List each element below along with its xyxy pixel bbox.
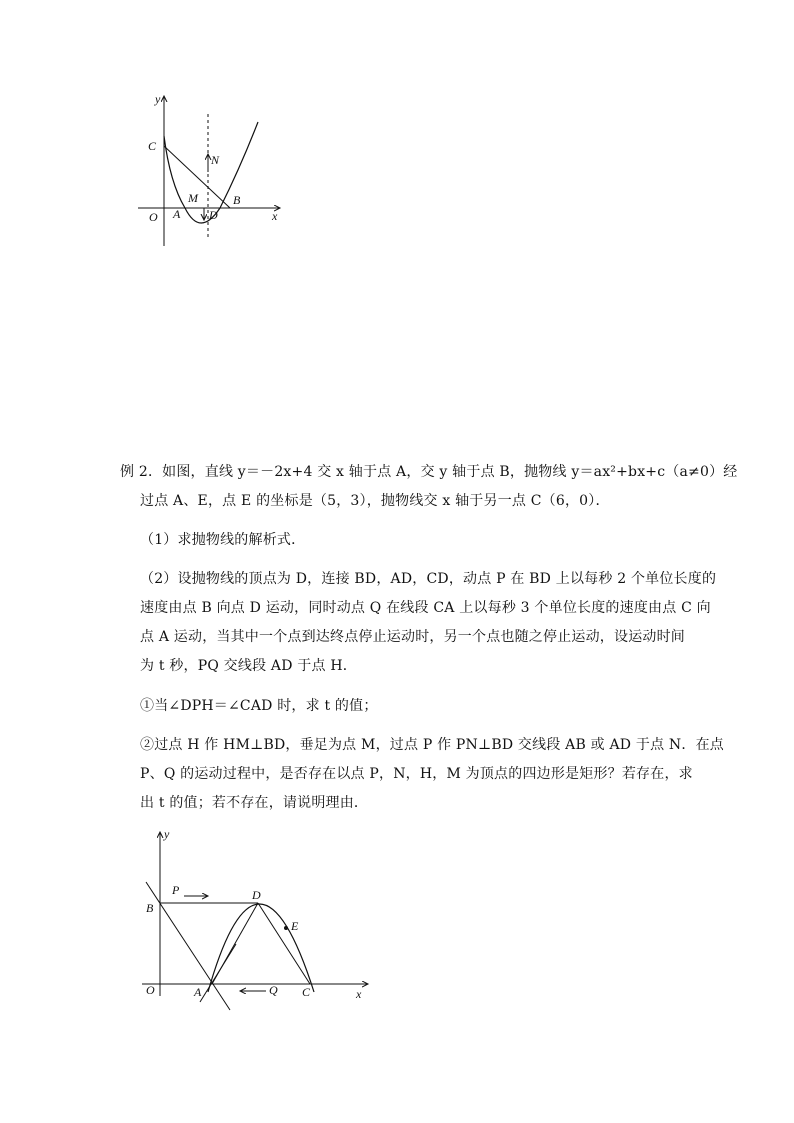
- q2-line-2: 速度由点 B 向点 D 运动，同时动点 Q 在线段 CA 上以每秒 3 个单位长度的速度由点 C 向: [140, 600, 711, 616]
- label-c: C: [302, 985, 311, 999]
- problem-intro: [120, 458, 737, 516]
- label-n: N: [211, 153, 220, 167]
- sub-question-1: ①当∠DPH＝∠CAD 时，求 t 的值；: [140, 698, 378, 714]
- label-b: B: [233, 193, 241, 207]
- question-2: [120, 565, 716, 681]
- label-p: P: [172, 883, 180, 897]
- label-origin: O: [146, 983, 155, 997]
- label-a: A: [173, 207, 181, 221]
- figure-2-geometry: [136, 826, 376, 1016]
- parabola-curve: [208, 904, 314, 992]
- q2-line-3: 点 A 运动，当其中一个点到达终点停止运动时，另一个点也随之停止运动，设运动时间: [140, 629, 686, 645]
- line-ab: [146, 882, 230, 1010]
- question-1: （1）求抛物线的解析式．: [140, 532, 306, 548]
- label-x: x: [356, 987, 362, 1001]
- label-e: E: [291, 919, 299, 933]
- q2-line-1: （2）设抛物线的顶点为 D，连接 BD，AD，CD，动点 P 在 BD 上以每秒 2 个单位长度的: [140, 571, 717, 587]
- label-d: D: [252, 888, 261, 902]
- label-q: Q: [269, 983, 278, 997]
- label-a: A: [194, 985, 202, 999]
- label-origin: O: [149, 210, 158, 224]
- segment-cd: [258, 903, 310, 984]
- s2-line-2: P、Q 的运动过程中，是否存在以点 P，N，H，M 为顶点的四边形是矩形？若存在，求: [140, 766, 693, 782]
- label-d: D: [209, 208, 218, 222]
- s2-line-3: 出 t 的值；若不存在，请说明理由．: [140, 795, 369, 811]
- label-x: x: [272, 209, 278, 223]
- figure-1-parabola: [130, 88, 290, 248]
- point-e: [284, 926, 288, 930]
- intro-line-2: 过点 A、E，点 E 的坐标是（5，3），抛物线交 x 轴于另一点 C（6，0）．: [140, 493, 610, 509]
- sub-question-2: [120, 731, 724, 818]
- label-m: M: [188, 191, 198, 205]
- label-y: y: [155, 92, 161, 106]
- intro-line-1: 例 2．如图，直线 y＝－2x+4 交 x 轴于点 A，交 y 轴于点 B，抛物线 y＝ax²+bx+c（a≠0）经: [120, 464, 738, 480]
- label-b: B: [146, 901, 154, 915]
- s2-line-1: ②过点 H 作 HM⊥BD，垂足为点 M，过点 P 作 PN⊥BD 交线段 AB 或 AD 于点 N．在点: [140, 737, 724, 753]
- q2-line-4: 为 t 秒，PQ 交线段 AD 于点 H．: [140, 658, 357, 674]
- label-c: C: [148, 139, 157, 153]
- label-y: y: [164, 827, 170, 841]
